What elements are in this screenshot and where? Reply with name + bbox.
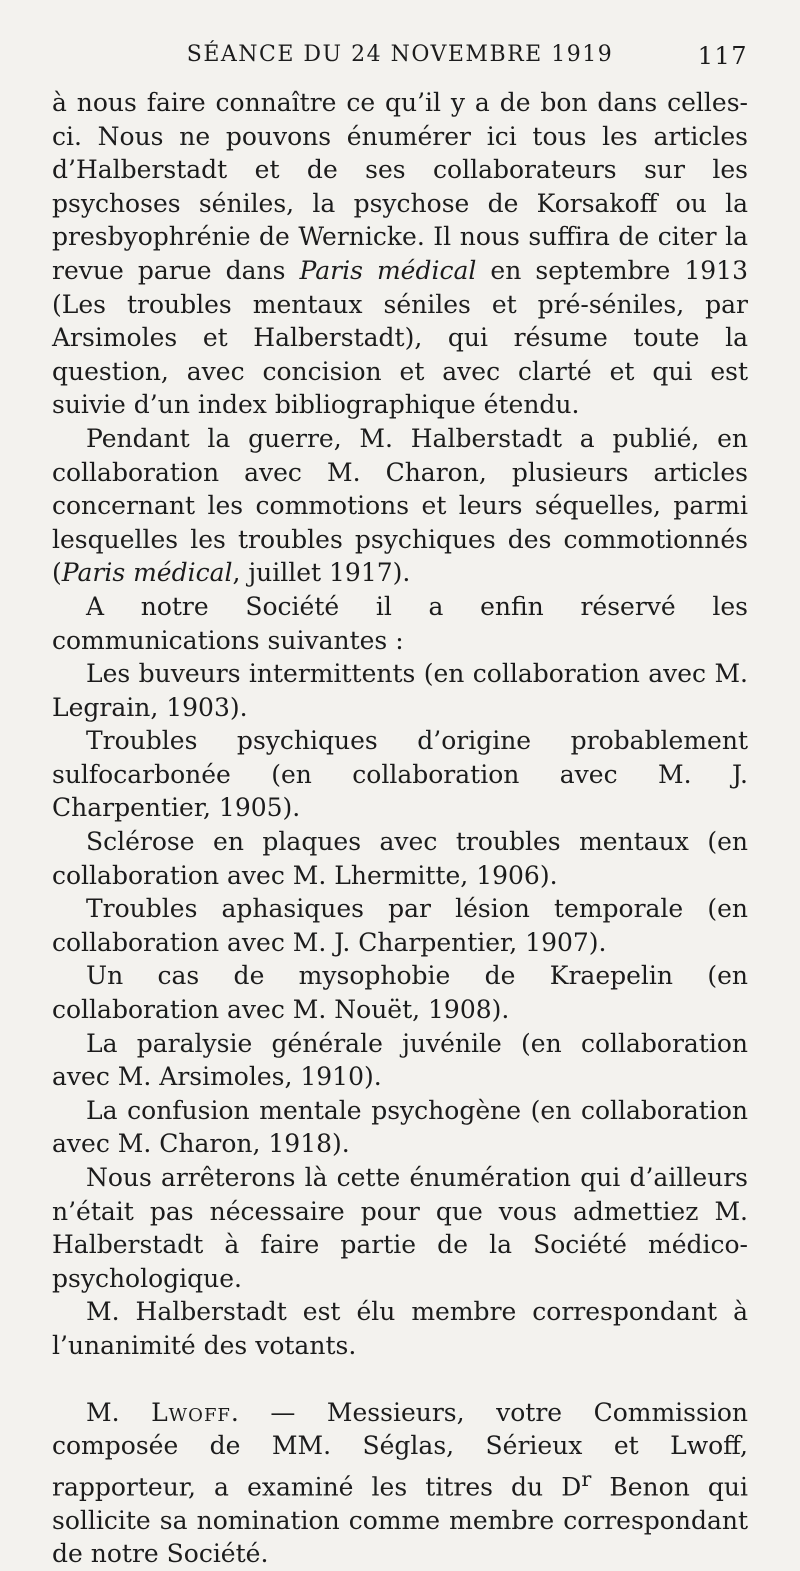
text-segment: Sclérose en plaques avec troubles mentaux (en collaboration avec M. Lhermitte, 1906).: [52, 827, 748, 890]
text-segment: Benon qui sollicite sa nomination comme membre correspondant de notre Société.: [52, 1472, 749, 1569]
paragraph: [52, 86, 748, 422]
paragraph: [52, 892, 748, 959]
text-segment: Un cas de mysophobie de Kraepelin (en collaboration avec M. Nouët, 1908).: [52, 961, 748, 1025]
text-segment: M.: [86, 1397, 152, 1427]
paragraph: [52, 657, 748, 724]
paragraph: [52, 1027, 748, 1094]
paragraph: [52, 1094, 748, 1161]
text-segment: Pendant la guerre, M. Halberstadt a publié, en collaboration avec M. Charon, plusieurs articles concernant les commotions et leurs séquelles, parmi lesquelles les troubles psychiques des commotionnés (: [52, 423, 748, 588]
page-number: 117: [697, 42, 748, 70]
text-segment: . — Messieurs, votre Commission composée de MM. Séglas, Sérieux et Lwoff, rapporteur, a examiné les titres du D: [52, 1397, 748, 1502]
text-segment: La confusion mentale psychogène (en collaboration avec M. Charon, 1918).: [52, 1095, 748, 1159]
text-segment: à nous faire connaître ce qu’il y a de bon dans celles-ci. Nous ne pouvons énumérer ici tous les articles d’Halberstadt et de ses collaborateurs sur les psychoses séniles, la psychose de Korsakoff ou la presbyophrénie de Wernicke. Il nous suffira de citer la revue parue dans: [52, 88, 748, 285]
text-segment: Nous arrêterons là cette énumération qui d’ailleurs n’était pas nécessaire pour que vous admettiez M. Halberstadt à faire partie de la Société médico-psychologique.: [52, 1163, 748, 1293]
italic-text: Paris médical: [299, 255, 477, 285]
running-title: SÉANCE DU 24 NOVEMBRE 1919: [186, 42, 614, 67]
speaker-name: Lwoff: [151, 1397, 231, 1427]
paragraph: [52, 825, 748, 892]
text-segment: M. Halberstadt est élu membre correspondant à l’unanimité des votants.: [52, 1297, 748, 1360]
text-segment: A notre Société il a enfin réservé les communications suivantes :: [52, 591, 748, 655]
text-segment: Troubles aphasiques par lésion temporale (en collaboration avec M. J. Charpentier, 1907).: [52, 894, 748, 957]
page-header: [52, 36, 748, 86]
paragraph: [52, 590, 748, 657]
paragraph: [52, 1396, 748, 1571]
text-segment: Les buveurs intermittents (en collaboration avec M. Legrain, 1903).: [52, 659, 748, 722]
paragraph: [52, 959, 748, 1026]
body-text: [52, 86, 748, 1571]
text-segment: , juillet 1917).: [232, 558, 411, 588]
text-segment: La paralysie générale juvénile (en collaboration avec M. Arsimoles, 1910).: [52, 1028, 748, 1092]
paragraph: [52, 422, 748, 590]
text-segment: en septembre 1913 (Les troubles mentaux séniles et pré-séniles, par Arsimoles et Halberstadt), qui résume toute la question, avec concision et avec clarté et qui est suivie d’un index bibliographique étendu.: [52, 255, 748, 420]
text-segment: r: [581, 1466, 592, 1491]
text-segment: Troubles psychiques d’origine probablement sulfocarbonée (en collaboration avec M. J. Charpentier, 1905).: [52, 726, 748, 823]
paragraph: [52, 1161, 748, 1295]
paragraph: [52, 1295, 748, 1362]
paragraph: [52, 724, 748, 825]
italic-text: Paris médical: [61, 558, 233, 588]
